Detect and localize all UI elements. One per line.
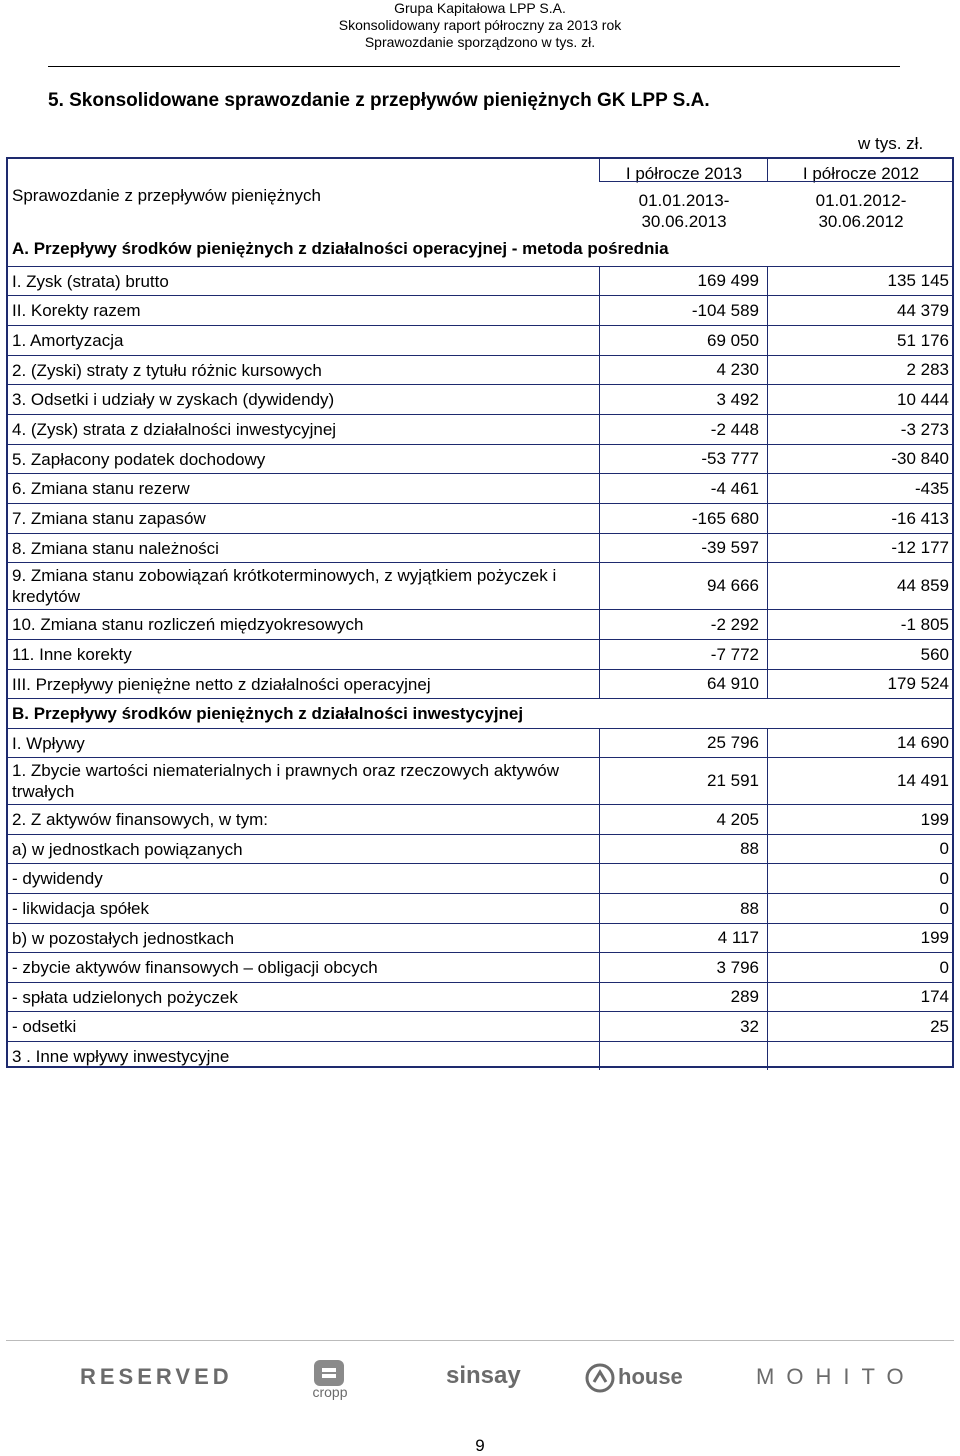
section-title: 5. Skonsolidowane sprawozdanie z przepływów pieniężnych GK LPP S.A.: [48, 90, 710, 111]
brand-reserved-logo: RESERVED: [80, 1364, 233, 1389]
table-row: [8, 562, 952, 609]
col-2012-period: I półrocze 2012: [802, 164, 920, 183]
value-2013: -2 448: [710, 419, 759, 439]
table-row: [8, 414, 952, 444]
row-label: III. Przepływy pieniężne netto z działalności operacyjnej: [12, 674, 431, 694]
report-title: Sprawozdanie z przepływów pieniężnych: [12, 186, 321, 205]
table-row: [8, 355, 952, 384]
value-2012: 179 524: [887, 674, 949, 693]
value-2013: [599, 1042, 759, 1070]
brand-house-logo: [584, 1362, 694, 1394]
value-2013: -7 772: [710, 644, 759, 664]
house-circle-icon: [584, 1362, 616, 1394]
col-2012-dates-end: 30.06.2012: [818, 212, 904, 231]
brand-house-text: house: [618, 1364, 683, 1389]
value-2013: 21 591: [707, 771, 759, 790]
table-row: [8, 609, 952, 639]
page-number: 9: [475, 1436, 485, 1455]
table-row: [8, 533, 952, 562]
table-row: [8, 444, 952, 473]
row-label: 3 . Inne wpływy inwestycyjne: [12, 1046, 230, 1066]
col-2013-period: I półrocze 2013: [625, 164, 743, 183]
brand-mohito-logo: MOHITO: [756, 1364, 916, 1389]
table-row: [8, 295, 952, 325]
value-2013: 69 050: [707, 330, 759, 350]
value-2013: 169 499: [697, 271, 759, 290]
row-label: - zbycie aktywów finansowych – obligacji obcych: [12, 958, 378, 977]
header-divider: [48, 66, 900, 67]
section-a-heading: A. Przepływy środków pieniężnych z działalności operacyjnej - metoda pośrednia: [12, 239, 669, 258]
brand-cropp-text: cropp: [312, 1384, 348, 1400]
value-2013: 32: [740, 1016, 759, 1036]
col-2012-dates-start: 01.01.2012-: [815, 191, 907, 210]
value-2013: -165 680: [691, 508, 759, 528]
row-label: - spłata udzielonych pożyczek: [12, 987, 238, 1007]
footer-divider: [6, 1340, 954, 1341]
table-row: [8, 473, 952, 503]
col-2013-dates-end: 30.06.2013: [641, 212, 727, 231]
header-company: Grupa Kapitałowa LPP S.A.: [394, 0, 566, 16]
value-2013: -39 597: [701, 538, 759, 557]
table-row: [8, 952, 952, 982]
value-2012: 0: [939, 839, 949, 858]
row-label: - odsetki: [12, 1017, 77, 1036]
value-2013: -4 461: [710, 478, 759, 498]
row-label: 7. Zmiana stanu zapasów: [12, 509, 206, 528]
row-label: 9. Zmiana stanu zobowiązań krótkoterminowych, z wyjątkiem pożyczek i kredytów: [12, 566, 557, 606]
row-label: - likwidacja spółek: [12, 899, 149, 918]
row-label: - dywidendy: [12, 869, 103, 888]
table-row: [8, 757, 952, 804]
value-2012: -435: [914, 478, 949, 498]
value-2012: -30 840: [891, 449, 949, 468]
value-2013: 88: [740, 898, 759, 918]
header-divider-line: [767, 159, 768, 181]
header-unit-note: Sprawozdanie sporządzono w tys. zł.: [364, 34, 596, 50]
value-2013: 25 796: [707, 733, 759, 752]
header-report: Skonsolidowany raport półroczny za 2013 rok: [338, 17, 622, 33]
table-row: [8, 325, 952, 355]
value-2012: 135 145: [887, 271, 949, 290]
row-label: a) w jednostkach powiązanych: [12, 839, 243, 859]
table-row: [8, 639, 952, 669]
row-label: 10. Zmiana stanu rozliczeń międzyokresowych: [12, 615, 364, 634]
row-label: 1. Zbycie wartości niematerialnych i prawnych oraz rzeczowych aktywów trwałych: [12, 761, 560, 801]
value-2013: -2 292: [710, 614, 759, 634]
value-2013: 88: [740, 839, 759, 858]
value-2013: [599, 699, 759, 728]
value-2012: -1 805: [900, 614, 949, 634]
value-2012: 0: [939, 898, 949, 918]
value-2013: -104 589: [691, 300, 759, 320]
value-2012: 199: [920, 928, 949, 947]
table-row: [8, 834, 952, 863]
row-label: 5. Zapłacony podatek dochodowy: [12, 449, 266, 469]
value-2013: 94 666: [707, 576, 759, 595]
table-row: [8, 923, 952, 952]
row-label: 2. (Zyski) straty z tytułu różnic kursowych: [12, 360, 322, 380]
value-2013: -53 777: [701, 449, 759, 468]
row-label: 6. Zmiana stanu rezerw: [12, 479, 190, 498]
value-2013: 4 205: [716, 809, 759, 829]
table-row: [8, 503, 952, 533]
value-2012: 0: [939, 868, 949, 888]
value-2012: -16 413: [891, 508, 949, 528]
row-label: II. Korekty razem: [12, 301, 141, 320]
table-row: [8, 1041, 952, 1070]
value-2012: 14 690: [897, 733, 949, 752]
row-label: 8. Zmiana stanu należności: [12, 538, 219, 558]
row-label: I. Zysk (strata) brutto: [12, 271, 169, 291]
value-2012: 14 491: [897, 771, 949, 790]
table-row: [8, 698, 952, 728]
document-header: [0, 0, 960, 51]
table-row: [8, 1011, 952, 1041]
header-divider-line: [599, 181, 952, 182]
brand-sinsay-logo: sinsay: [446, 1362, 521, 1389]
table-row: [8, 982, 952, 1011]
value-2013: 3 492: [716, 389, 759, 409]
row-label: 4. (Zysk) strata z działalności inwestycyjnej: [12, 420, 337, 439]
value-2013: 64 910: [707, 674, 759, 693]
value-2012: 560: [920, 644, 949, 664]
row-label: B. Przepływy środków pieniężnych z działalności inwestycyjnej: [12, 704, 524, 723]
value-2012: 10 444: [897, 389, 949, 409]
value-2013: 289: [730, 987, 759, 1006]
header-divider-line: [599, 159, 600, 181]
value-2012: 51 176: [897, 330, 949, 350]
value-2012: [768, 699, 949, 728]
value-2012: 174: [920, 987, 949, 1006]
table-row: [8, 384, 952, 414]
row-label: b) w pozostałych jednostkach: [12, 928, 235, 948]
col-2013-dates-start: 01.01.2013-: [638, 191, 730, 210]
row-label: 3. Odsetki i udziały w zyskach (dywidendy): [12, 390, 335, 409]
cash-flow-table: [6, 157, 954, 1068]
value-2012: 2 283: [906, 360, 949, 379]
table-row: [8, 728, 952, 757]
table-row: [8, 669, 952, 698]
value-2012: 25: [930, 1016, 949, 1036]
row-label: 1. Amortyzacja: [12, 331, 124, 350]
value-2013: 3 796: [716, 957, 759, 977]
row-label: 11. Inne korekty: [12, 645, 132, 664]
value-2012: -12 177: [891, 538, 949, 557]
value-2013: [599, 864, 759, 893]
value-2012: [768, 1042, 949, 1070]
value-2012: 199: [920, 809, 949, 829]
row-label: 2. Z aktywów finansowych, w tym:: [12, 810, 269, 829]
row-label: I. Wpływy: [12, 733, 85, 753]
value-2013: 4 117: [717, 928, 759, 947]
value-2012: -3 273: [900, 419, 949, 439]
value-2012: 44 379: [897, 300, 949, 320]
table-row: [8, 804, 952, 834]
unit-label: w tys. zł.: [858, 134, 924, 153]
table-row: [8, 893, 952, 923]
value-2012: 0: [939, 957, 949, 977]
table-header: [8, 159, 952, 266]
brand-cropp-logo: [300, 1360, 360, 1398]
table-row: [8, 266, 952, 295]
table-row: [8, 863, 952, 893]
value-2012: 44 859: [897, 576, 949, 595]
value-2013: 4 230: [716, 360, 759, 379]
